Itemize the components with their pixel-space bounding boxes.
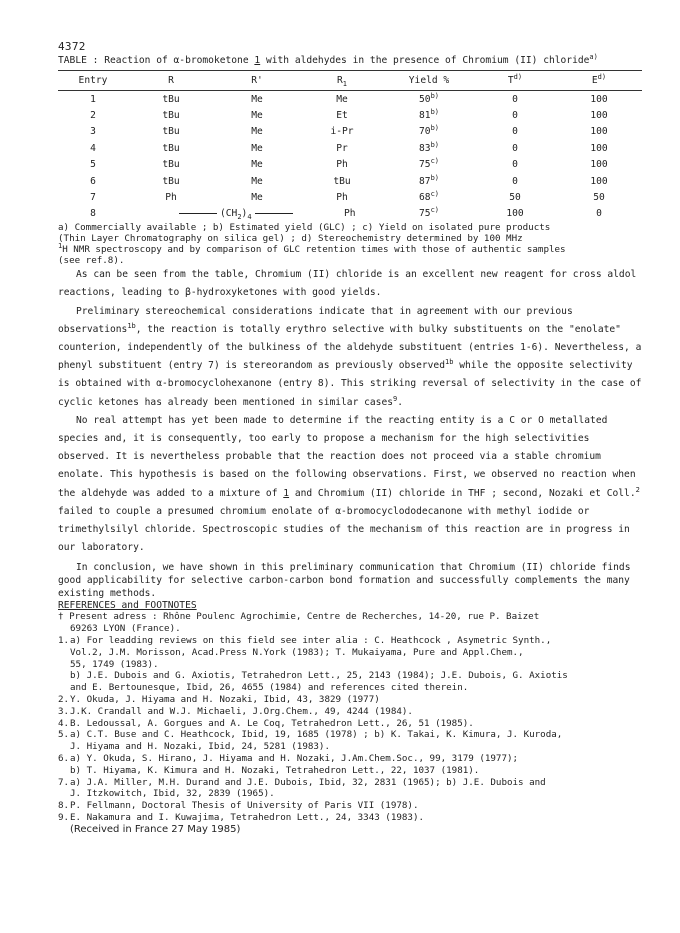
p2-text-b: , the reaction is totally erythro selective with bulky substituents on the "enolate" counterion, independently of the bulkiness of the aldehyde substituent (entries 1-6). Nevertheless, a phenyl substituent (entry 7) is stereorandom as previously observed: [58, 323, 642, 372]
p3-text-a: No real attempt has yet been made to determine if the reacting entity is a C or O metallated species and, it is consequently, too early to propose a mechanism for the high selectivities observed. It is nevertheless probable that the reaction does not proceed via a stable chromium enolate. This hypothesis is based on the following observations. First, we observed no reaction when the aldehyde was added to a mixture of: [58, 414, 636, 499]
cell-entry: 2: [90, 110, 96, 122]
cell-entry: 6: [90, 175, 96, 187]
cell-rprime: Me: [251, 126, 263, 138]
reference-item: [58, 812, 642, 824]
footnote-line: a) Commercially available ; b) Estimated yield (GLC) ; c) Yield on isolated pure products: [58, 222, 551, 234]
table-row: [58, 140, 642, 156]
table-footnotes: [58, 222, 642, 266]
col-t: [474, 71, 556, 91]
yield-value: 83: [419, 142, 431, 154]
footnote-line: [58, 244, 642, 255]
p2-ref-sup: 1b: [127, 321, 136, 330]
cell-entry: 3: [90, 126, 96, 138]
cell-e: 100: [590, 142, 608, 154]
p3-compound: 1: [283, 487, 290, 499]
cell-entry: 4: [90, 142, 96, 154]
yield-value: 75: [419, 159, 431, 171]
col-entry: Entry: [58, 71, 128, 91]
reference-number: 7.: [58, 776, 70, 788]
reference-item: [58, 753, 642, 765]
paragraph-3: [58, 412, 642, 558]
cell-e: 50: [593, 192, 605, 204]
cell-t: 0: [512, 175, 518, 187]
reference-number: 6.: [58, 752, 70, 764]
yield-sup: b): [430, 124, 439, 133]
ring-paren: ): [241, 208, 248, 220]
cell-entry: 1: [90, 93, 96, 105]
reference-number: 2.: [58, 693, 70, 705]
cell-r1: tBu: [333, 175, 351, 187]
cell-t: 100: [506, 208, 524, 220]
cell-r1: Ph: [343, 208, 356, 220]
reference-item: [58, 635, 642, 647]
cell-entry: 7: [90, 192, 96, 204]
cell-r1: Me: [336, 93, 348, 105]
reference-number: 4.: [58, 717, 70, 729]
references-title: REFERENCES and FOOTNOTES: [58, 600, 197, 612]
results-table: [58, 70, 642, 222]
p2-ref-sup: 9: [393, 394, 398, 403]
caption-sup: a): [589, 52, 598, 61]
reference-text: b) J.E. Dubois and G. Axiotis, Tetrahedron Lett., 25, 2143 (1984); J.E. Dubois, G. Axiotis: [70, 670, 568, 682]
p3-ref-sup: 2: [635, 485, 640, 494]
cell-rprime: Me: [251, 142, 263, 154]
cell-rprime: Me: [251, 93, 263, 105]
cell-r: tBu: [162, 93, 180, 105]
table-row: [58, 173, 642, 189]
footnote-nmr-sup: 1: [58, 242, 63, 251]
yield-sup: b): [430, 173, 439, 182]
yield-sup: b): [430, 140, 439, 149]
cell-r: tBu: [162, 175, 180, 187]
cell-r: Ph: [165, 192, 177, 204]
footnote-line: (see ref.8).: [58, 255, 125, 267]
paper-page: [58, 40, 642, 835]
yield-value: 75: [419, 208, 431, 220]
p2-text-d: .: [397, 396, 404, 408]
col-rprime: R': [214, 71, 300, 91]
page-number: 4372: [58, 40, 86, 53]
cell-yield: [384, 91, 474, 108]
reference-text: Vol.2, J.M. Morisson, Acad.Press N.York (1983); T. Mukaiyama, Pure and Appl.Chem.,: [70, 646, 524, 658]
col-yield: Yield %: [384, 71, 474, 91]
reference-text: a) J.A. Miller, M.H. Durand and J.E. Dubois, Ibid, 32, 2831 (1965); b) J.E. Dubois and: [70, 776, 546, 788]
received-date: (Received in France 27 May 1985): [70, 823, 241, 835]
ring-sub2: 2: [237, 213, 242, 222]
cell-entry: 8: [90, 208, 96, 220]
caption-prefix: TABLE : Reaction of α-bromoketone: [58, 55, 255, 66]
reference-text: E. Nakamura and I. Kuwajima, Tetrahedron Lett., 24, 3343 (1983).: [70, 811, 425, 823]
reference-number: 5.: [58, 729, 70, 741]
cell-yield: [384, 107, 474, 123]
reference-text: a) For leadding reviews on this field see inter alia : C. Heathcock , Asymetric Synth.,: [70, 634, 552, 646]
caption-compound: 1: [254, 55, 261, 66]
reference-text: P. Fellmann, Doctoral Thesis of University of Paris VII (1978).: [70, 800, 419, 812]
cell-t: 50: [509, 192, 521, 204]
reference-text: and E. Bertounesque, Ibid, 26, 4655 (1984) and references cited therein.: [70, 682, 469, 694]
cell-t: 0: [512, 126, 518, 138]
yield-sup: b): [430, 91, 439, 100]
cell-rprime: Me: [251, 175, 263, 187]
references-list: [58, 611, 642, 823]
reference-text: b) T. Hiyama, K. Kimura and H. Nozaki, Tetrahedron Lett., 22, 1037 (1981).: [70, 764, 480, 776]
reference-text: J. Itzkowitch, Ibid, 32, 2839 (1965).: [70, 788, 275, 800]
cell-yield: [384, 157, 474, 173]
cell-t: 0: [512, 93, 518, 105]
cell-r: tBu: [162, 142, 180, 154]
col-t-sup: d): [513, 72, 523, 81]
reference-item: [58, 718, 642, 730]
yield-value: 81: [419, 110, 431, 122]
reference-text: B. Ledoussal, A. Gorgues and A. Le Coq, Tetrahedron Lett., 26, 51 (1985).: [70, 717, 474, 729]
cell-rprime: Me: [251, 110, 263, 122]
yield-value: 50: [419, 93, 431, 105]
col-r1-label: R: [337, 74, 343, 86]
body-text: [58, 266, 642, 600]
table-row-8: [58, 206, 642, 222]
reference-item: [58, 800, 642, 812]
table-row: [58, 107, 642, 123]
cell-e: 100: [590, 159, 608, 171]
col-e: [556, 71, 642, 91]
col-r: R: [128, 71, 214, 91]
cell-r: tBu: [162, 159, 180, 171]
cell-yield: [384, 189, 474, 205]
cell-yield: [384, 124, 474, 140]
table-row: [58, 124, 642, 140]
cell-t: 0: [512, 159, 518, 171]
yield-value: 68: [419, 192, 431, 204]
p3-text-c: failed to couple a presumed chromium enolate of α-bromocyclododecanone with methyl iodide or trimethylsilyl chloride. Spectroscopic studies of the mechanism of this reaction are in progress in our laboratory.: [58, 505, 630, 554]
yield-sup: c): [430, 206, 439, 215]
cell-rprime: Me: [251, 159, 263, 171]
reference-text: J.K. Crandall and W.J. Michaeli, J.Org.Chem., 49, 4244 (1984).: [70, 705, 413, 717]
cell-yield: [384, 206, 474, 222]
reference-text: a) Y. Okuda, S. Hirano, J. Hiyama and H. Nozaki, J.Am.Chem.Soc., 99, 3179 (1977);: [70, 752, 519, 764]
p3-text-b: and Chromium (II) chloride in THF ; second, Nozaki et Coll.: [289, 487, 636, 499]
yield-sup: c): [430, 157, 439, 166]
p2-ref-sup: 1b: [445, 357, 454, 366]
cell-r: tBu: [162, 126, 180, 138]
cell-e: 100: [590, 110, 608, 122]
reference-item: [58, 729, 642, 741]
p2-text-a: Preliminary stereochemical considerations indicate that in agreement with our previous observations: [58, 305, 573, 335]
caption-suffix: with aldehydes in the presence of Chromium (II) chloride: [260, 55, 590, 66]
table-row: [58, 157, 642, 173]
yield-value: 87: [419, 175, 431, 187]
address-line: 69263 LYON (France).: [70, 623, 181, 635]
table-row: [58, 189, 642, 205]
cell-r1: Et: [336, 110, 348, 122]
yield-sup: c): [430, 189, 439, 198]
dash-line: [179, 213, 217, 214]
table-body: [58, 91, 642, 223]
table-header-row: [58, 71, 642, 91]
paragraph-2: [58, 303, 642, 412]
cell-t: 0: [512, 110, 518, 122]
reference-item: [58, 694, 642, 706]
cell-entry: 5: [90, 159, 96, 171]
dash-line: [255, 213, 293, 214]
reference-text: Y. Okuda, J. Hiyama and H. Nozaki, Ibid, 43, 3829 (1977): [70, 693, 380, 705]
reference-text: a) C.T. Buse and C. Heathcock, Ibid, 19, 1685 (1978) ; b) K. Takai, K. Kimura, J. Kuroda,: [70, 729, 563, 741]
yield-sup: b): [430, 107, 439, 116]
footnote-nmr: H NMR spectroscopy and by comparison of GLC retention times with those of authentic samples: [62, 244, 566, 256]
cell-yield: [384, 173, 474, 189]
ring-ch2: (CH: [220, 208, 238, 220]
cell-rprime: Me: [251, 192, 263, 204]
reference-text: J. Hiyama and H. Nozaki, Ibid, 24, 5281 (1983).: [70, 741, 330, 753]
present-address: [58, 611, 642, 623]
cell-yield: [384, 140, 474, 156]
cell-e: 0: [596, 208, 602, 220]
paragraph-4: In conclusion, we have shown in this preliminary communication that Chromium (II) chloride finds good applicability for selective carbon-carbon bond formation and successfully complements the many existing methods.: [58, 562, 631, 600]
table-caption: [58, 52, 642, 66]
reference-number: 3.: [58, 705, 70, 717]
reference-number: 9.: [58, 811, 70, 823]
cell-r1: Ph: [336, 159, 348, 171]
col-r1: [300, 71, 384, 91]
address-line: † Present adress : Rhône Poulenc Agrochimie, Centre de Recherches, 14-20, rue P. Baizet: [58, 611, 540, 623]
table-row: [58, 91, 642, 108]
paragraph-1: As can be seen from the table, Chromium (II) chloride is an excellent new reagent for cross aldol reactions, leading to β-hydroxyketones with good yields.: [58, 269, 637, 299]
reference-item: [58, 777, 642, 789]
cell-e: 100: [590, 126, 608, 138]
reference-text: 55, 1749 (1983).: [70, 658, 159, 670]
p2-text-c: while the opposite selectivity is obtained with α-bromocyclohexanone (entry 8). This striking reversal of selectivity in the case of cyclic ketones has already been mentioned in similar cases: [58, 360, 642, 408]
reference-item: [58, 706, 642, 718]
cell-r: tBu: [162, 110, 180, 122]
col-t-label: T: [507, 74, 514, 86]
cell-e: 100: [590, 93, 608, 105]
col-r1-sub: 1: [342, 79, 347, 88]
reference-number: 1.: [58, 634, 70, 646]
cell-t: 0: [512, 142, 518, 154]
col-e-sup: d): [597, 72, 607, 81]
cell-r1: i-Pr: [330, 126, 354, 138]
reference-number: 8.: [58, 800, 70, 812]
cell-ring: [128, 206, 384, 222]
yield-value: 70: [419, 126, 431, 138]
cell-e: 100: [590, 175, 608, 187]
footnote-line: (Thin Layer Chromatography on silica gel) ; d) Stereochemistry determined by 100 MHz: [58, 233, 523, 245]
cell-r1: Ph: [336, 192, 348, 204]
cell-r1: Pr: [336, 142, 348, 154]
ring-sub4: 4: [247, 213, 252, 222]
col-e-label: E: [591, 74, 598, 86]
